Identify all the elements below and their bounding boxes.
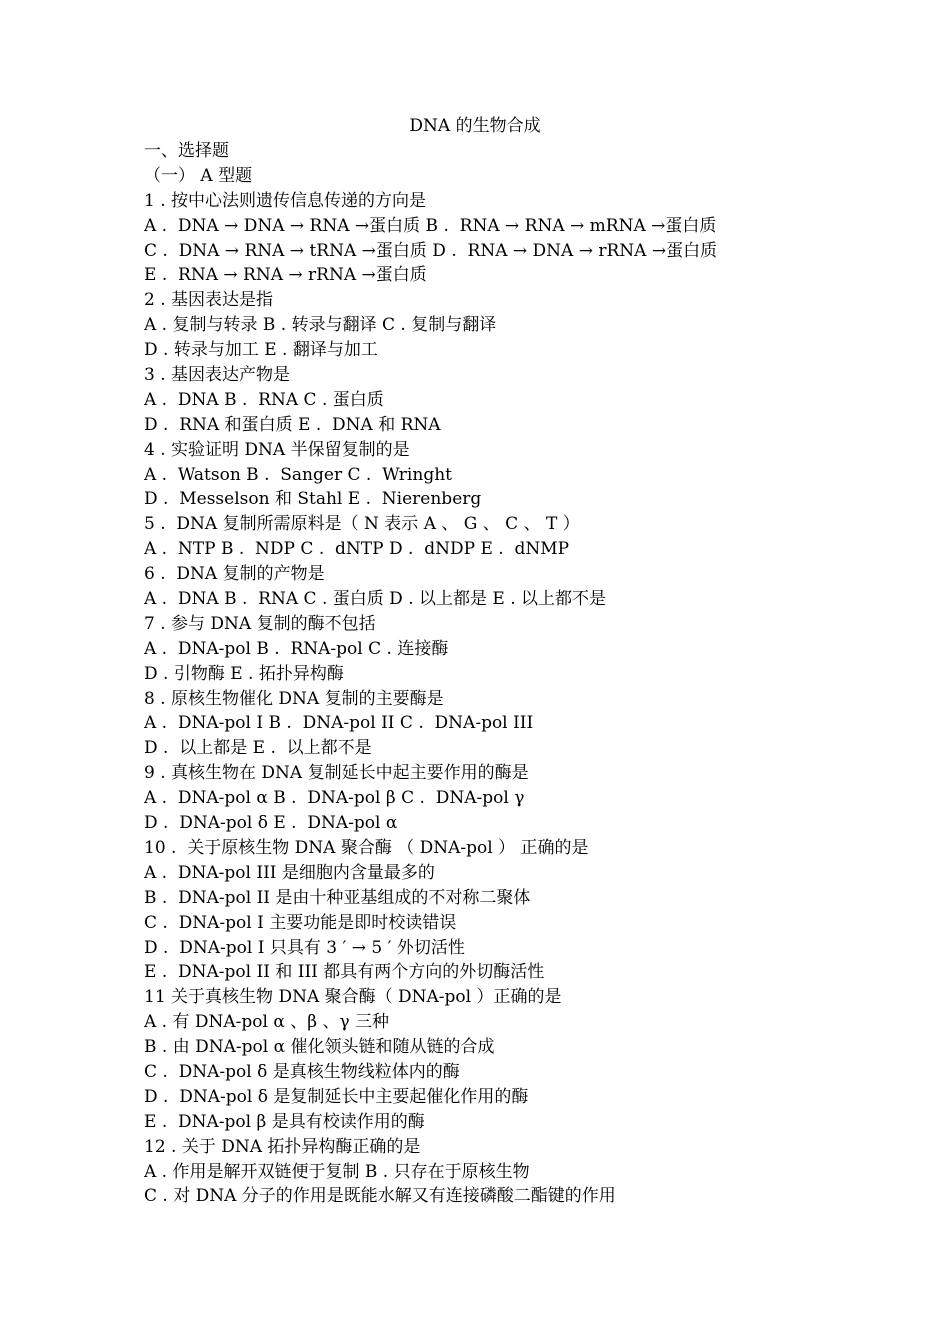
- question-8-options-abc: A . DNA-pol I B . DNA-pol II C . DNA-pol III: [144, 713, 534, 734]
- question-3-options-abc: A . DNA B . RNA C . 蛋白质: [144, 389, 384, 410]
- question-10-option-c: C . DNA-pol I 主要功能是即时校读错误: [144, 912, 457, 933]
- question-11-option-d: D . DNA-pol δ 是复制延长中主要起催化作用的酶: [144, 1086, 529, 1107]
- question-5: 5 . DNA 复制所需原料是（ N 表示 A 、 G 、 C 、 T ）: [144, 514, 580, 535]
- question-10-option-b: B . DNA-pol II 是由十种亚基组成的不对称二聚体: [144, 887, 531, 908]
- question-10-option-d: D . DNA-pol I 只具有 3 ′ → 5 ′ 外切活性: [144, 937, 465, 958]
- question-2-options-de: D . 转录与加工 E . 翻译与加工: [144, 340, 378, 361]
- subsection-heading: （一） A 型题: [144, 165, 253, 186]
- question-7-options-abc: A . DNA-pol B . RNA-pol C . 连接酶: [144, 638, 449, 659]
- question-2-options-abc: A . 复制与转录 B . 转录与翻译 C . 复制与翻译: [144, 315, 497, 336]
- question-10: 10 . 关于原核生物 DNA 聚合酶 （ DNA-pol ） 正确的是: [144, 837, 589, 858]
- question-2: 2 . 基因表达是指: [144, 290, 274, 311]
- question-4-options-de: D . Messelson 和 Stahl E . Nierenberg: [144, 489, 482, 510]
- question-9: 9 . 真核生物在 DNA 复制延长中起主要作用的酶是: [144, 763, 529, 784]
- question-9-options-de: D . DNA-pol δ E . DNA-pol α: [144, 813, 398, 834]
- question-11: 11 关于真核生物 DNA 聚合酶（ DNA-pol ）正确的是: [144, 987, 562, 1008]
- question-1: 1 . 按中心法则遗传信息传递的方向是: [144, 190, 427, 211]
- question-12-options-ab: A . 作用是解开双链便于复制 B . 只存在于原核生物: [144, 1161, 530, 1182]
- question-3: 3 . 基因表达产物是: [144, 365, 291, 386]
- question-3-options-de: D . RNA 和蛋白质 E . DNA 和 RNA: [144, 414, 441, 435]
- question-4-options-abc: A . Watson B . Sanger C . Wringht: [144, 464, 452, 485]
- question-10-option-a: A . DNA-pol III 是细胞内含量最多的: [144, 862, 435, 883]
- question-4: 4 . 实验证明 DNA 半保留复制的是: [144, 439, 410, 460]
- document-body: [144, 139, 934, 1209]
- question-1-option-e: E . RNA → RNA → rRNA →蛋白质: [144, 265, 427, 286]
- question-10-option-e: E . DNA-pol II 和 III 都具有两个方向的外切酶活性: [144, 962, 545, 983]
- question-12-option-c: C . 对 DNA 分子的作用是既能水解又有连接磷酸二酯键的作用: [144, 1186, 616, 1207]
- question-8-options-de: D . 以上都是 E . 以上都不是: [144, 738, 372, 759]
- question-11-option-a: A . 有 DNA-pol α 、β 、γ 三种: [144, 1012, 390, 1033]
- question-12: 12 . 关于 DNA 拓扑异构酶正确的是: [144, 1136, 421, 1157]
- section-heading: 一、选择题: [144, 141, 229, 161]
- question-6-options: A . DNA B . RNA C . 蛋白质 D . 以上都是 E . 以上都不是: [144, 589, 607, 610]
- question-7: 7 . 参与 DNA 复制的酶不包括: [144, 613, 376, 634]
- document-title: DNA 的生物合成: [409, 116, 541, 136]
- question-1-options-cd: C . DNA → RNA → tRNA →蛋白质 D . RNA → DNA → rRNA →蛋白质: [144, 240, 718, 261]
- question-11-option-b: B . 由 DNA-pol α 催化领头链和随从链的合成: [144, 1037, 495, 1058]
- question-6: 6 . DNA 复制的产物是: [144, 564, 325, 585]
- question-11-option-c: C . DNA-pol δ 是真核生物线粒体内的酶: [144, 1061, 460, 1082]
- question-9-options-abc: A . DNA-pol α B . DNA-pol β C . DNA-pol γ: [144, 788, 525, 809]
- question-1-options-ab: A . DNA → DNA → RNA →蛋白质 B . RNA → RNA → mRNA →蛋白质: [144, 215, 717, 236]
- question-5-options: A . NTP B . NDP C . dNTP D . dNDP E . dNMP: [144, 539, 570, 560]
- question-11-option-e: E . DNA-pol β 是具有校读作用的酶: [144, 1111, 425, 1132]
- question-7-options-de: D . 引物酶 E . 拓扑异构酶: [144, 663, 344, 684]
- question-8: 8 . 原核生物催化 DNA 复制的主要酶是: [144, 688, 444, 709]
